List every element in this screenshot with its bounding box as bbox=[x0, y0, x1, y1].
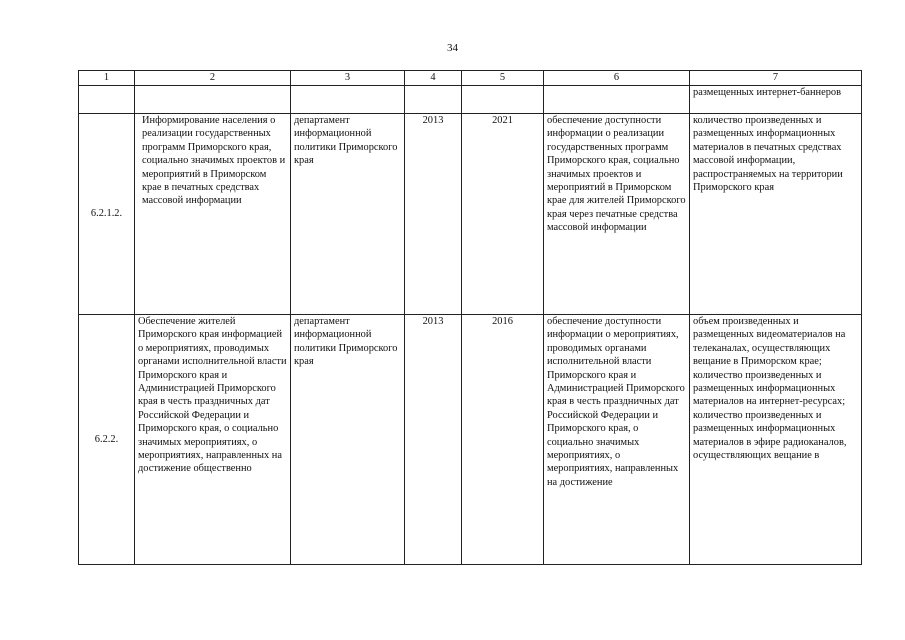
row-result-cell: обеспечение доступности информации о реализации государственных программ Приморского края, социально значимых проектов и мероприятий в Приморском крае для жителей Приморского края через печатные средства массовой информации bbox=[544, 114, 690, 315]
row-executor-cell: департамент информационной политики Приморского края bbox=[291, 114, 405, 315]
row-start-year-cell: 2013 bbox=[405, 114, 462, 315]
column-header: 7 bbox=[690, 71, 862, 86]
column-header: 3 bbox=[291, 71, 405, 86]
program-table bbox=[78, 70, 862, 565]
column-header: 6 bbox=[544, 71, 690, 86]
row-code-cell: 6.2.2. bbox=[79, 315, 135, 565]
row-code-cell: 6.2.1.2. bbox=[79, 114, 135, 315]
continuation-indicator-cell: размещенных интернет-баннеров bbox=[690, 86, 862, 114]
row-indicator-cell: объем произведенных и размещенных видеоматериалов на телеканалах, осуществляющих вещание в Приморском крае; количество произведенных и размещенных информационных материалов на интернет-ресурсах; количество произведенных и размещенных информационных материалов в эфире радиоканалов, осуществляющих вещание в bbox=[690, 315, 862, 565]
column-header: 2 bbox=[135, 71, 291, 86]
row-name-cell: Обеспечение жителей Приморского края информацией о мероприятиях, проводимых органами исполнительной власти Приморского края и Администрацией Приморского края в честь праздничных дат Российской Федерации и Приморского края, о социально значимых мероприятиях, о мероприятиях, направленных на достижение общественно bbox=[135, 315, 291, 565]
column-header: 4 bbox=[405, 71, 462, 86]
table-row bbox=[79, 315, 862, 565]
row-end-year-cell: 2016 bbox=[462, 315, 544, 565]
continuation-row bbox=[79, 86, 862, 114]
page-number: 34 bbox=[447, 42, 458, 54]
row-start-year-cell: 2013 bbox=[405, 315, 462, 565]
row-indicator-cell: количество произведенных и размещенных информационных материалов в печатных средствах массовой информации, распространяемых на территории Приморского края bbox=[690, 114, 862, 315]
row-result-cell: обеспечение доступности информации о мероприятиях, проводимых органами исполнительной власти Приморского края и Администрацией Приморского края в честь праздничных дат Российской Федерации и Приморского края, о социально значимых мероприятиях, о мероприятиях, направленных на достижение bbox=[544, 315, 690, 565]
row-executor-cell: департамент информационной политики Приморского края bbox=[291, 315, 405, 565]
row-name-cell: Информирование населения о реализации государственных программ Приморского края, социально значимых проектов и мероприятий в Приморском крае в печатных средствах массовой информации bbox=[135, 114, 291, 315]
row-end-year-cell: 2021 bbox=[462, 114, 544, 315]
column-header-row bbox=[79, 71, 862, 86]
column-header: 1 bbox=[79, 71, 135, 86]
table-row bbox=[79, 114, 862, 315]
column-header: 5 bbox=[462, 71, 544, 86]
